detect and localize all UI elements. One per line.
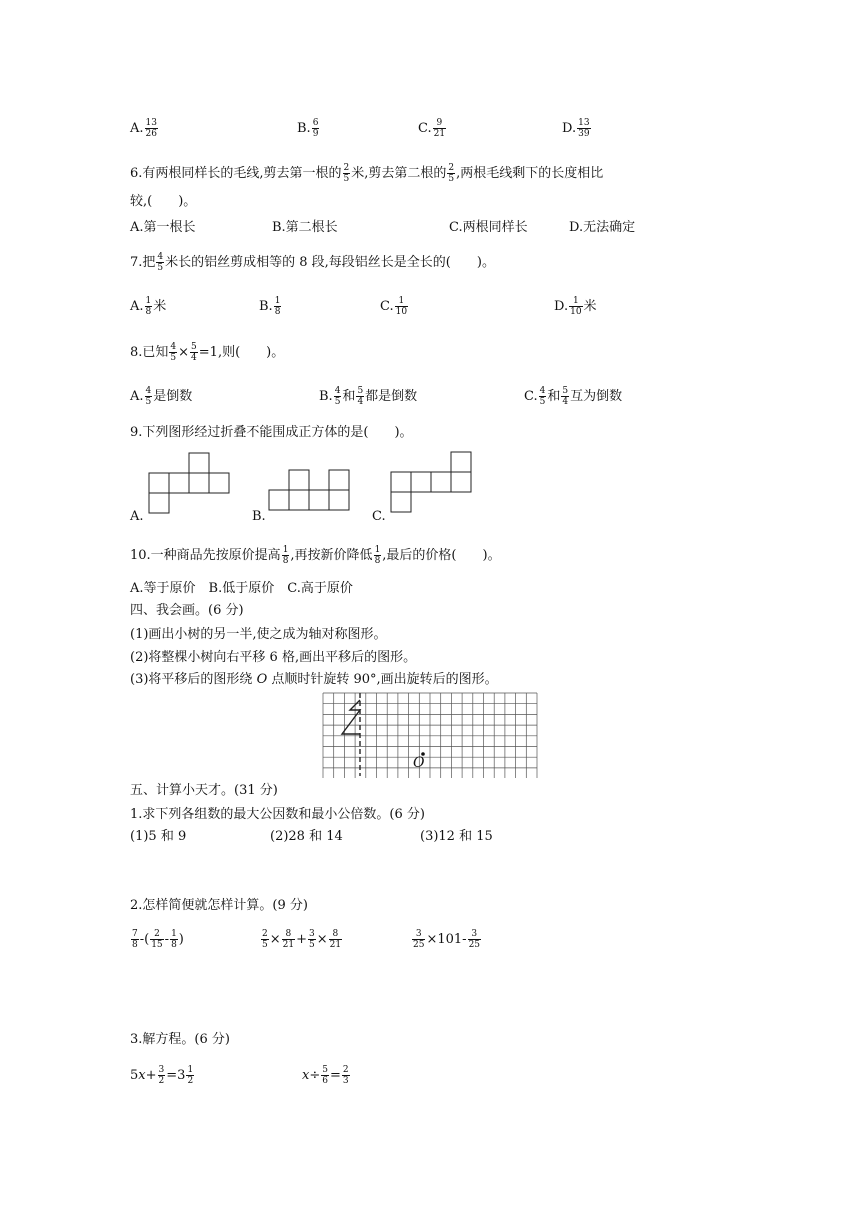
section-5-part-1: 1.求下列各组数的最大公因数和最小公倍数。(6 分) [130, 807, 425, 822]
section-4-title: 四、我会画。(6 分) [130, 603, 244, 618]
expression-3: $\frac{3}{25}$ ×101- $\frac{3}{25}$ [413, 929, 481, 950]
q10-options: A.等于原价 B.低于原价 C.高于原价 [130, 581, 353, 596]
section-5-part-2: 2.怎样简便就怎样计算。(9 分) [130, 898, 308, 913]
q8-option-c: C. $\frac{4}{5}$ 和 $\frac{5}{4}$ 互为倒数 [524, 386, 623, 407]
equation-2: x÷ $\frac{5}{6}$ = $\frac{2}{3}$ [302, 1065, 349, 1086]
section-4-item-1: (1)画出小树的另一半,使之成为轴对称图形。 [130, 627, 387, 642]
section-5-title: 五、计算小天才。(31 分) [130, 783, 278, 798]
section-5-part-3: 3.解方程。(6 分) [130, 1032, 230, 1047]
q6-option-a: A.第一根长 [130, 220, 196, 235]
drawing-grid [322, 692, 538, 778]
q8-option-a: A. $\frac{4}{5}$ 是倒数 [130, 386, 193, 407]
point-o-label: O [413, 755, 425, 771]
expression-2: $\frac{2}{5}$ × $\frac{8}{21}$ + $\frac{3}{5}$ × $\frac{8}{21}$ [262, 929, 342, 950]
equation-1: 5x+ $\frac{3}{2}$ =3 $\frac{1}{2}$ [130, 1065, 194, 1086]
fraction: $\frac{13}{26}$ [145, 118, 157, 139]
q7-option-a: A. $\frac{1}{8}$ 米 [130, 296, 167, 317]
q9-net-b [268, 469, 352, 513]
q6-option-c: C.两根同样长 [449, 220, 528, 235]
q7-stem: 7.把 $\frac{4}{5}$ 米长的铝丝剪成相等的 8 段,每段铝丝长是全长的( )。 [130, 252, 495, 273]
q10-stem: 10.一种商品先按原价提高 $\frac{1}{8}$ ,再按新价降低 $\frac{1}{8}$ ,最后的价格( )。 [130, 545, 501, 566]
expression-1: $\frac{7}{8}$ -( $\frac{2}{15}$ - $\frac{1}{8}$ ) [132, 929, 184, 950]
q5-option-a: A. $\frac{13}{26}$ [130, 118, 157, 139]
q8-option-b: B. $\frac{4}{5}$ 和 $\frac{5}{4}$ 都是倒数 [319, 386, 418, 407]
q5-option-b: B. $\frac{6}{9}$ [297, 118, 319, 139]
section-4-item-3: (3)将平移后的图形绕 O 点顺时针旋转 90°,画出旋转后的图形。 [130, 672, 498, 687]
part-1-item-1: (1)5 和 9 [130, 829, 187, 844]
q6-stem: 6.有两根同样长的毛线,剪去第一根的 $\frac{2}{5}$ 米,剪去第二根的 $\frac{2}{5}$ ,两根毛线剩下的长度相比 [130, 163, 604, 184]
q9-stem: 9.下列图形经过折叠不能围成正方体的是( )。 [130, 425, 413, 440]
q7-option-c: C. $\frac{1}{10}$ [380, 296, 408, 317]
q9-net-c [390, 451, 474, 517]
q7-option-d: D. $\frac{1}{10}$ 米 [554, 296, 597, 317]
q5-option-d: D. $\frac{13}{39}$ [562, 118, 590, 139]
section-4-item-2: (2)将整棵小树向右平移 6 格,画出平移后的图形。 [130, 650, 417, 665]
q9-net-a [148, 452, 234, 516]
q8-stem: 8.已知 $\frac{4}{5}$ × $\frac{5}{4}$ =1,则( )。 [130, 342, 285, 363]
q6-option-b: B.第二根长 [272, 220, 338, 235]
part-1-item-3: (3)12 和 15 [420, 829, 493, 844]
q9-option-c-label: C. [372, 509, 386, 524]
q9-option-a-label: A. [130, 509, 144, 524]
part-1-item-2: (2)28 和 14 [270, 829, 343, 844]
q7-option-b: B. $\frac{1}{8}$ [259, 296, 281, 317]
q6-stem-line2: 较,( )。 [130, 194, 197, 209]
q9-option-b-label: B. [252, 509, 266, 524]
q6-option-d: D.无法确定 [569, 220, 636, 235]
q5-option-c: C. $\frac{9}{21}$ [418, 118, 446, 139]
